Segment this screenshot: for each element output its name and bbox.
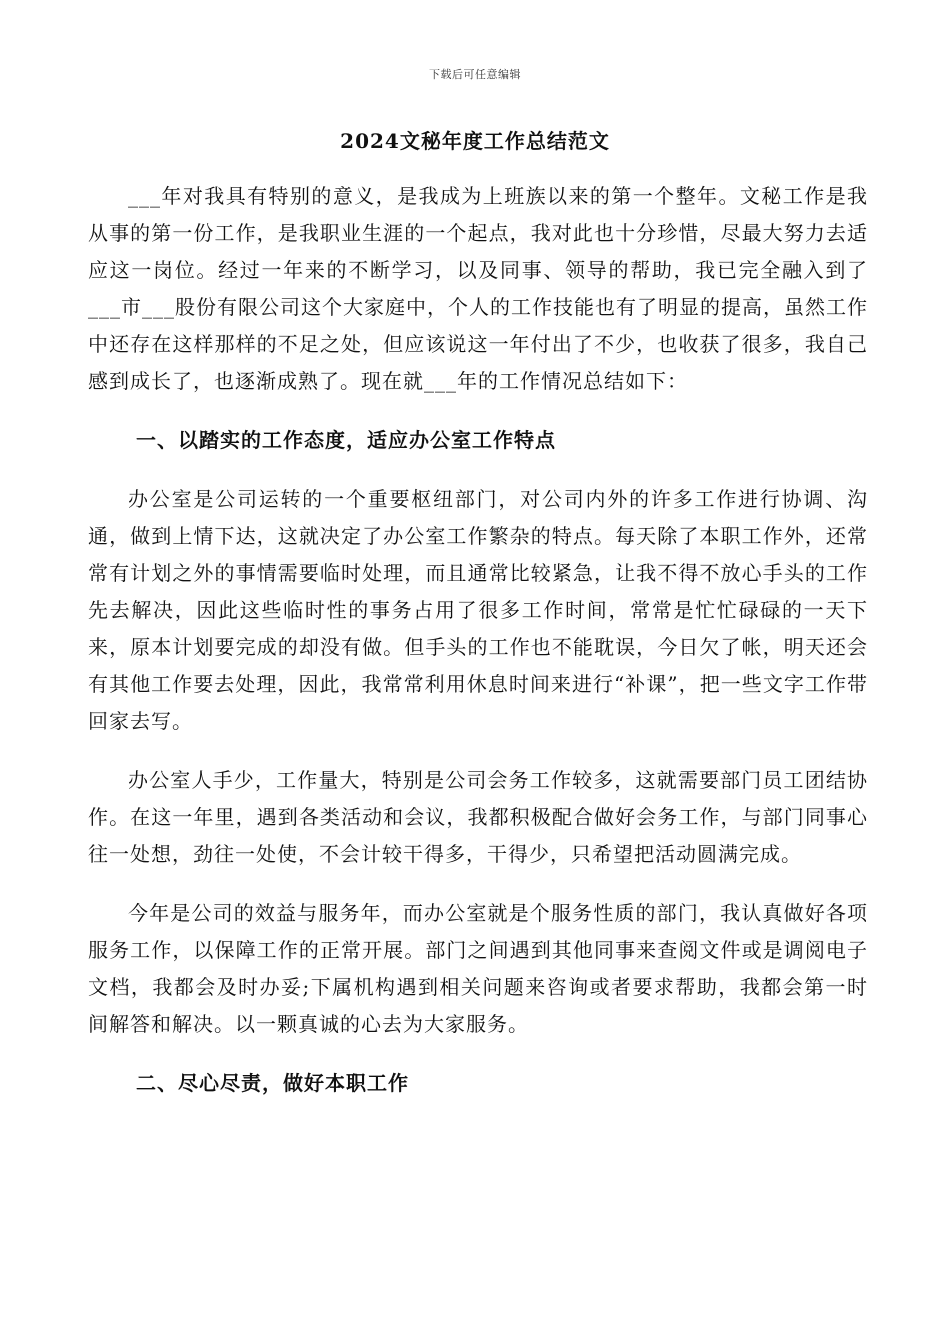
body-paragraph: 办公室人手少，工作量大，特别是公司会务工作较多，这就需要部门员工团结协作。在这一年里，遇到各类活动和会议，我都积极配合做好会务工作，与部门同事心往一处想，劲往一处使，不会计较干得多，干得少，只希望把活动圆满完成。 — [88, 768, 868, 866]
document-body — [88, 178, 868, 1124]
header-note: 下载后可任意编辑 — [429, 68, 521, 81]
section-heading-2: 二、尽心尽责，做好本职工作 — [136, 1071, 409, 1095]
section-heading-1: 一、以踏实的工作态度，适应办公室工作特点 — [136, 428, 556, 452]
body-paragraph: 办公室是公司运转的一个重要枢纽部门，对公司内外的许多工作进行协调、沟通，做到上情下达，这就决定了办公室工作繁杂的特点。每天除了本职工作外，还常常有计划之外的事情需要临时处理，而且通常比较紧急，让我不得不放心手头的工作先去解决，因此这些临时性的事务占用了很多工作时间，常常是忙忙碌碌的一天下来，原本计划要完成的却没有做。但手头的工作也不能耽误，今日欠了帐，明天还会有其他工作要去处理，因此，我常常利用休息时间来进行“补课”，把一些文字工作带回家去写。 — [88, 487, 868, 733]
intro-paragraph: ___年对我具有特别的意义，是我成为上班族以来的第一个整年。文秘工作是我从事的第一份工作，是我职业生涯的一个起点，我对此也十分珍惜，尽最大努力去适应这一岗位。经过一年来的不断学习，以及同事、领导的帮助，我已完全融入到了___市___股份有限公司这个大家庭中，个人的工作技能也有了明显的提高，虽然工作中还存在这样那样的不足之处，但应该说这一年付出了不少，也收获了很多，我自己感到成长了，也逐渐成熟了。现在就___年的工作情况总结如下： — [88, 184, 868, 393]
document-title: 2024文秘年度工作总结范文 — [340, 129, 610, 153]
body-paragraph: 今年是公司的效益与服务年，而办公室就是个服务性质的部门，我认真做好各项服务工作，以保障工作的正常开展。部门之间遇到其他同事来查阅文件或是调阅电子文档，我都会及时办妥;下属机构遇到相关问题来咨询或者要求帮助，我都会第一时间解答和解决。以一颗真诚的心去为大家服务。 — [88, 901, 868, 1036]
